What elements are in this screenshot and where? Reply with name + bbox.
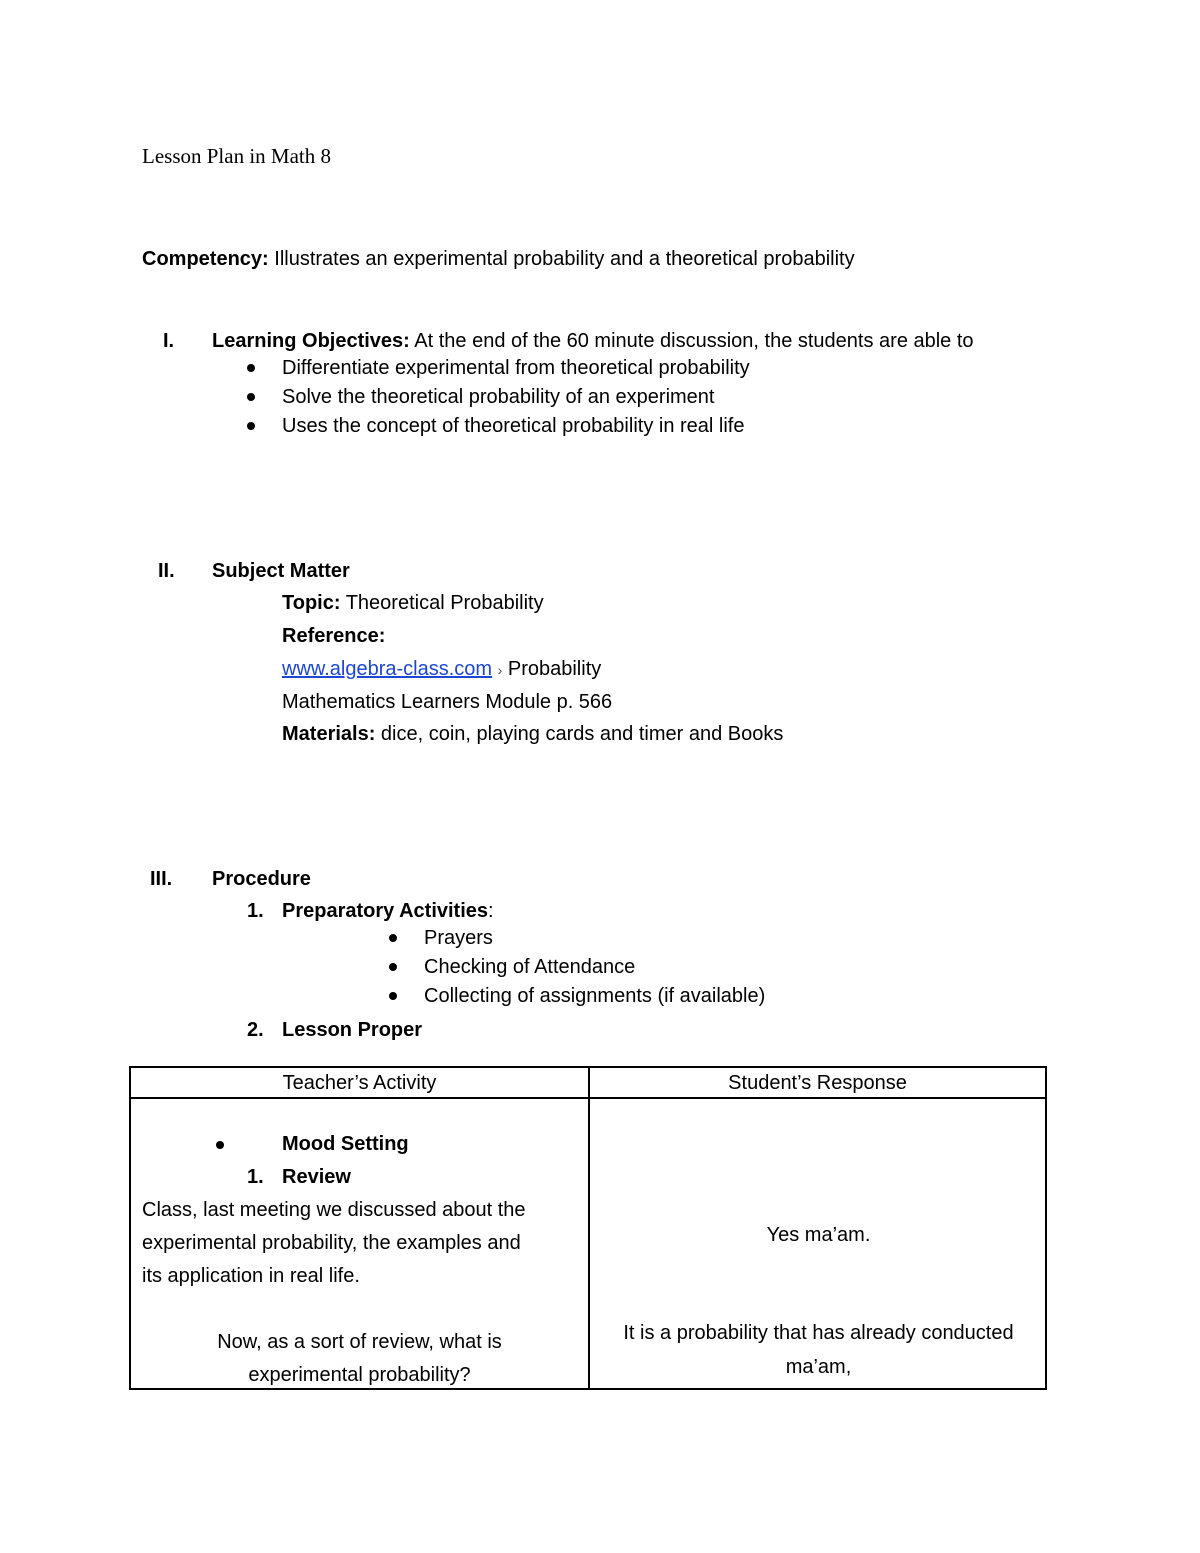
table-row — [130, 1098, 1046, 1389]
bullet-icon — [247, 393, 255, 401]
review-label: Review — [282, 1166, 351, 1188]
breadcrumb-caret-icon: › — [497, 662, 503, 678]
step1-label: Preparatory Activities — [282, 900, 489, 922]
reference-module: Mathematics Learners Module p. 566 — [282, 691, 613, 713]
student-response-line: ma’am, — [785, 1356, 852, 1378]
preparatory-item: Collecting of assignments (if available) — [424, 985, 766, 1007]
preparatory-item: Checking of Attendance — [424, 956, 636, 978]
teacher-cell — [130, 1098, 589, 1389]
competency-text: Illustrates an experimental probability and a theoretical probability — [268, 248, 855, 270]
section2-numeral: II. — [158, 560, 175, 582]
review-text-line: Class, last meeting we discussed about the — [142, 1199, 526, 1221]
student-response: Yes ma’am. — [766, 1224, 871, 1246]
reference-label: Reference: — [282, 625, 386, 647]
step1-colon: : — [488, 900, 494, 922]
bullet-icon — [216, 1141, 224, 1149]
competency-label: Competency: — [142, 248, 269, 270]
bullet-icon — [247, 422, 255, 430]
section1-heading — [212, 329, 974, 353]
objective-item: Solve the theoretical probability of an experiment — [282, 386, 715, 408]
teacher-activity-header: Teacher’s Activity — [130, 1067, 589, 1098]
student-response-line: It is a probability that has already conducted — [623, 1322, 1014, 1344]
bullet-icon — [389, 934, 397, 942]
review-text-line: its application in real life. — [142, 1265, 360, 1287]
document-title: Lesson Plan in Math 8 — [142, 144, 331, 168]
objective-item: Differentiate experimental from theoretical probability — [282, 357, 750, 379]
student-response-header: Student’s Response — [589, 1067, 1046, 1098]
materials-line — [282, 722, 783, 746]
step1-heading — [282, 899, 494, 923]
topic-line — [282, 591, 544, 615]
step2-label: Lesson Proper — [282, 1019, 423, 1041]
section3-numeral: III. — [150, 868, 173, 890]
step2-number: 2. — [247, 1019, 264, 1041]
question-line: experimental probability? — [248, 1364, 471, 1386]
preparatory-item: Prayers — [424, 927, 493, 949]
review-text-line: experimental probability, the examples and — [142, 1232, 521, 1254]
student-cell — [589, 1098, 1046, 1389]
section1-label: Learning Objectives: — [212, 330, 410, 352]
reference-link-line — [282, 657, 601, 681]
objective-item: Uses the concept of theoretical probability in real life — [282, 415, 745, 437]
materials-value: dice, coin, playing cards and timer and Books — [375, 723, 784, 745]
section3-label: Procedure — [212, 868, 311, 890]
reference-link[interactable]: www.algebra-class.com — [282, 658, 493, 680]
review-number: 1. — [247, 1166, 264, 1188]
question-line: Now, as a sort of review, what is — [217, 1331, 502, 1353]
section2-label: Subject Matter — [212, 560, 350, 582]
topic-label: Topic: — [282, 592, 341, 614]
bullet-icon — [389, 992, 397, 1000]
reference-link-suffix: Probability — [502, 658, 602, 680]
materials-label: Materials: — [282, 723, 376, 745]
table-header-row — [130, 1067, 1046, 1098]
step1-number: 1. — [247, 900, 264, 922]
topic-value: Theoretical Probability — [340, 592, 544, 614]
bullet-icon — [247, 364, 255, 372]
mood-setting-label: Mood Setting — [282, 1133, 409, 1155]
competency-line — [142, 247, 855, 271]
section1-numeral: I. — [163, 330, 175, 352]
lesson-table — [129, 1066, 1047, 1390]
section1-text: At the end of the 60 minute discussion, the students are able to — [409, 330, 974, 352]
bullet-icon — [389, 963, 397, 971]
